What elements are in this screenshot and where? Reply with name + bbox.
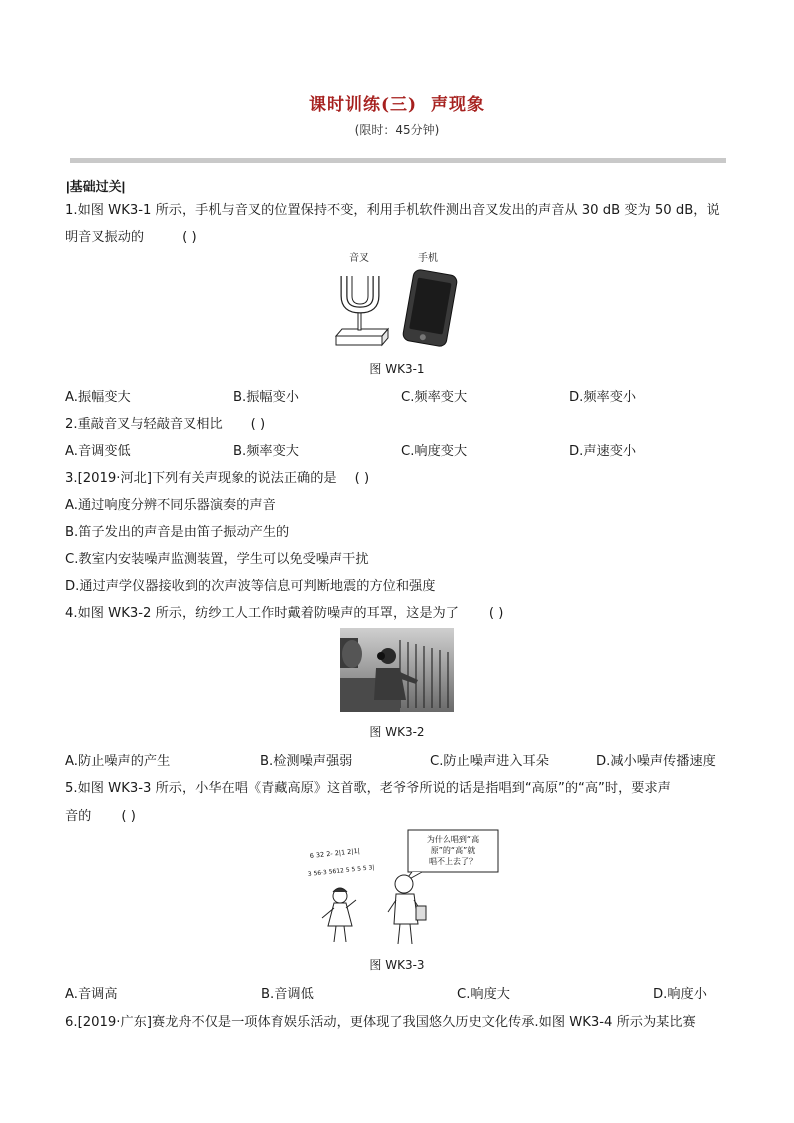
q4-option-d[interactable]: D.减小噪声传播速度 (596, 754, 716, 769)
title-topic: 声现象 (431, 95, 486, 115)
phone-icon (402, 269, 458, 348)
q4-option-b[interactable]: B.检测噪声强弱 (260, 754, 353, 769)
q4-answer-paren: ( ) (488, 606, 504, 621)
q5-option-a[interactable]: A.音调高 (65, 987, 118, 1002)
q2-option-a[interactable]: A.音调变低 (65, 444, 131, 459)
q1-line2 (65, 226, 197, 245)
q3-option-c[interactable]: C.教室内安装噪声监测装置，学生可以免受噪声干扰 (65, 552, 369, 567)
music-notes-2: 3 56·3 5612 5 5 5 5 3| (307, 864, 375, 878)
figure-caption-wk3-1: 图 WK3-1 (369, 362, 425, 376)
q1-option-a[interactable]: A.振幅变大 (65, 390, 131, 405)
tuning-fork-icon (336, 276, 388, 345)
q5-line2 (65, 805, 136, 824)
q3-answer-paren: ( ) (354, 471, 370, 486)
girl-singing-icon (322, 888, 356, 942)
q4-text: 4.如图 WK3-2 所示，纺纱工人工作时戴着防噪声的耳罩，这是为了 (65, 606, 459, 621)
music-notes-1: 6 32 2- 2|1 2|1| (309, 846, 361, 860)
q1-option-d[interactable]: D.频率变小 (569, 390, 637, 405)
textile-worker-photo (340, 628, 454, 712)
q3-option-a[interactable]: A.通过响度分辨不同乐器演奏的声音 (65, 498, 276, 513)
bubble-line-3: 唱不上去了？ (429, 857, 477, 866)
section-heading: |基础过关| (66, 179, 126, 194)
q4-option-a[interactable]: A.防止噪声的产生 (65, 754, 171, 769)
q5-option-c[interactable]: C.响度大 (457, 987, 510, 1002)
q5-answer-paren: ( ) (121, 809, 136, 824)
q1-option-b[interactable]: B.振幅变小 (233, 390, 299, 405)
q1-option-c[interactable]: C.频率变大 (401, 390, 468, 405)
tuning-fork-phone-figure (330, 266, 465, 350)
figure-caption-wk3-3: 图 WK3-3 (369, 958, 425, 972)
q5-option-d[interactable]: D.响度小 (653, 987, 707, 1002)
q5-line1: 5.如图 WK3-3 所示，小华在唱《青藏高原》这首歌，老爷爷所说的话是指唱到“高原”的“高”时，要求声 (65, 781, 671, 796)
q2-line (65, 413, 265, 432)
divider (70, 158, 726, 163)
title-lesson: 课时训练(三) (308, 95, 418, 115)
q2-option-b[interactable]: B.频率变大 (233, 444, 299, 459)
grandpa-icon (388, 875, 426, 944)
label-tuning-fork: 音叉 (349, 253, 369, 264)
q2-option-c[interactable]: C.响度变大 (401, 444, 468, 459)
q2-option-d[interactable]: D.声速变小 (569, 444, 637, 459)
q5-option-b[interactable]: B.音调低 (261, 987, 314, 1002)
label-phone: 手机 (418, 253, 438, 264)
bubble-line-2: 原”的“高”就 (430, 846, 476, 855)
q1-answer-paren: ( ) (182, 230, 197, 245)
page-title (0, 90, 794, 115)
q3-option-b[interactable]: B.笛子发出的声音是由笛子振动产生的 (65, 525, 290, 540)
q3-text: 3.[2019·河北]下列有关声现象的说法正确的是 (65, 471, 337, 486)
q6-line1: 6.[2019·广东]赛龙舟不仅是一项体育娱乐活动，更体现了我国悠久历史文化传承.如图 WK3-4 所示为某比赛 (65, 1015, 696, 1030)
singing-cartoon-figure (300, 826, 510, 950)
q2-answer-paren: ( ) (250, 417, 266, 432)
q1-line1: 1.如图 WK3-1 所示，手机与音叉的位置保持不变，利用手机软件测出音叉发出的声音从 30 dB 变为 50 dB，说 (65, 203, 720, 218)
q3-line (65, 467, 369, 486)
q3-option-d[interactable]: D.通过声学仪器接收到的次声波等信息可判断地震的方位和强度 (65, 579, 436, 594)
q1-text: 明音叉振动的 (65, 230, 145, 245)
bubble-line-1: 为什么唱到“高 (426, 835, 480, 844)
q2-text: 2.重敲音叉与轻敲音叉相比 (65, 417, 223, 432)
q4-option-c[interactable]: C.防止噪声进入耳朵 (430, 754, 549, 769)
q4-line (65, 602, 503, 621)
time-limit: (限时：45分钟) (354, 123, 440, 137)
q5-text: 音的 (65, 809, 92, 824)
figure-caption-wk3-2: 图 WK3-2 (369, 725, 425, 739)
